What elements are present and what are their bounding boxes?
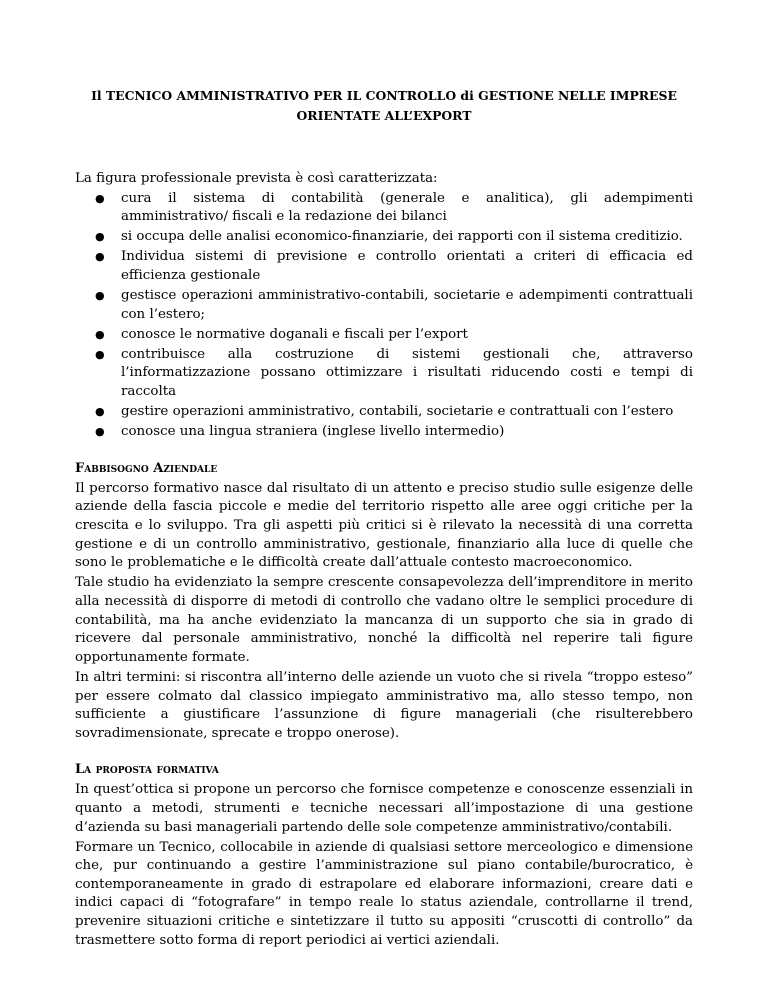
list-item <box>95 403 693 422</box>
paragraph: Il percorso formativo nasce dal risultato di un attento e preciso studio sulle esigenze delle aziende della fascia piccole e medie del territorio rispetto alle aree oggi critiche per la crescita e lo sviluppo. Tra gli aspetti più critici si è rilevato la necessità di una corretta gestione e di un controllo amministrativo, gestionale, finanziario alla luce di quelle che sono le problematiche e le difficoltà create dall’attuale contesto macroeconomico. <box>75 480 693 571</box>
list-item-text: cura il sistema di contabilità (generale e analitica), gli adempimenti amministrativo/ fiscali e la redazione dei bilanci <box>121 190 693 225</box>
paragraph: Formare un Tecnico, collocabile in aziende di qualsiasi settore merceologico e dimensione che, pur continuando a gestire l’amministrazione sul piano contabile/burocratico, è contemporaneamente in grado di estrapolare ed elaborare informazioni, creare dati e indici capaci di “fotografare” in tempo reale lo status aziendale, controllarne il trend, prevenire situazioni critiche e sintetizzare il tutto su appositi “cruscotti di controllo” da trasmettere sotto forma di report periodici ai vertici aziendali. <box>75 839 693 948</box>
list-item <box>95 248 693 285</box>
section-heading: Fabbisogno Aziendale <box>75 460 218 476</box>
list-item <box>95 423 693 442</box>
list-item-text: gestisce operazioni amministrativo-contabili, societarie e adempimenti contrattuali con l’estero; <box>121 288 693 322</box>
document-title <box>75 86 693 126</box>
list-item <box>95 228 693 247</box>
intro-text: La figura professionale prevista è così caratterizzata: <box>75 171 438 186</box>
paragraph: Tale studio ha evidenziato la sempre crescente consapevolezza dell’imprenditore in merito alla necessità di disporre di metodi di controllo che vadano oltre le semplici procedure di contabilità, ma ha anche evidenziato la mancanza di un supporto che sia in grado di ricevere dal personale amministrativo, nonché la difficoltà nel reperire tali figure opportunamente formate. <box>75 575 693 665</box>
list-item <box>95 190 693 227</box>
bullet-icon: ● <box>95 347 105 361</box>
paragraph: In altri termini: si riscontra all’interno delle aziende un vuoto che si rivela “troppo esteso” per essere colmato dal classico impiegato amministrativo ma, allo stesso tempo, non sufficiente a giustificare l’assunzione di figure manageriali (che risulterebbero sovradimensionate, sprecate e troppo onerose). <box>75 669 693 741</box>
list-item-text: Individua sistemi di previsione e controllo orientati a criteri di efficacia ed efficienza gestionale <box>121 249 693 283</box>
bullet-icon: ● <box>95 230 105 244</box>
section-fabbisogno-aziendale <box>75 461 693 744</box>
section-heading: La proposta formativa <box>75 762 219 778</box>
bullet-icon: ● <box>95 289 105 303</box>
list-item-text: conosce una lingua straniera (inglese livello intermedio) <box>121 424 505 440</box>
title-line-1: Il TECNICO AMMINISTRATIVO PER IL CONTROLLO di GESTIONE NELLE IMPRESE <box>91 88 677 103</box>
list-item <box>95 346 693 402</box>
title-line-2: ORIENTATE ALL’EXPORT <box>296 108 472 123</box>
bullet-icon: ● <box>95 425 105 439</box>
bullet-icon: ● <box>95 250 105 264</box>
profile-bullet-list <box>75 190 693 442</box>
list-item <box>95 326 693 345</box>
list-item-text: gestire operazioni amministrativo, contabili, societarie e contrattuali con l’estero <box>121 404 674 420</box>
bullet-icon: ● <box>95 327 105 341</box>
bullet-icon: ● <box>95 405 105 419</box>
list-item-text: contribuisce alla costruzione di sistemi gestionali che, attraverso l’informatizzazione possano ottimizzare i risultati riducendo costi e tempi di raccolta <box>121 346 693 400</box>
section-proposta-formativa <box>75 762 693 950</box>
list-item <box>95 287 693 324</box>
list-item-text: conosce le normative doganali e fiscali per l’export <box>121 326 468 342</box>
bullet-icon: ● <box>95 191 105 205</box>
paragraph: In quest’ottica si propone un percorso che fornisce competenze e conoscenze essenziali in quanto a metodi, strumenti e tecniche necessari all’impostazione di una gestione d’azienda su basi manageriali partendo delle sole competenze amministrativo/contabili. <box>75 782 693 835</box>
list-item-text: si occupa delle analisi economico-finanziarie, dei rapporti con il sistema creditizio. <box>121 229 683 245</box>
